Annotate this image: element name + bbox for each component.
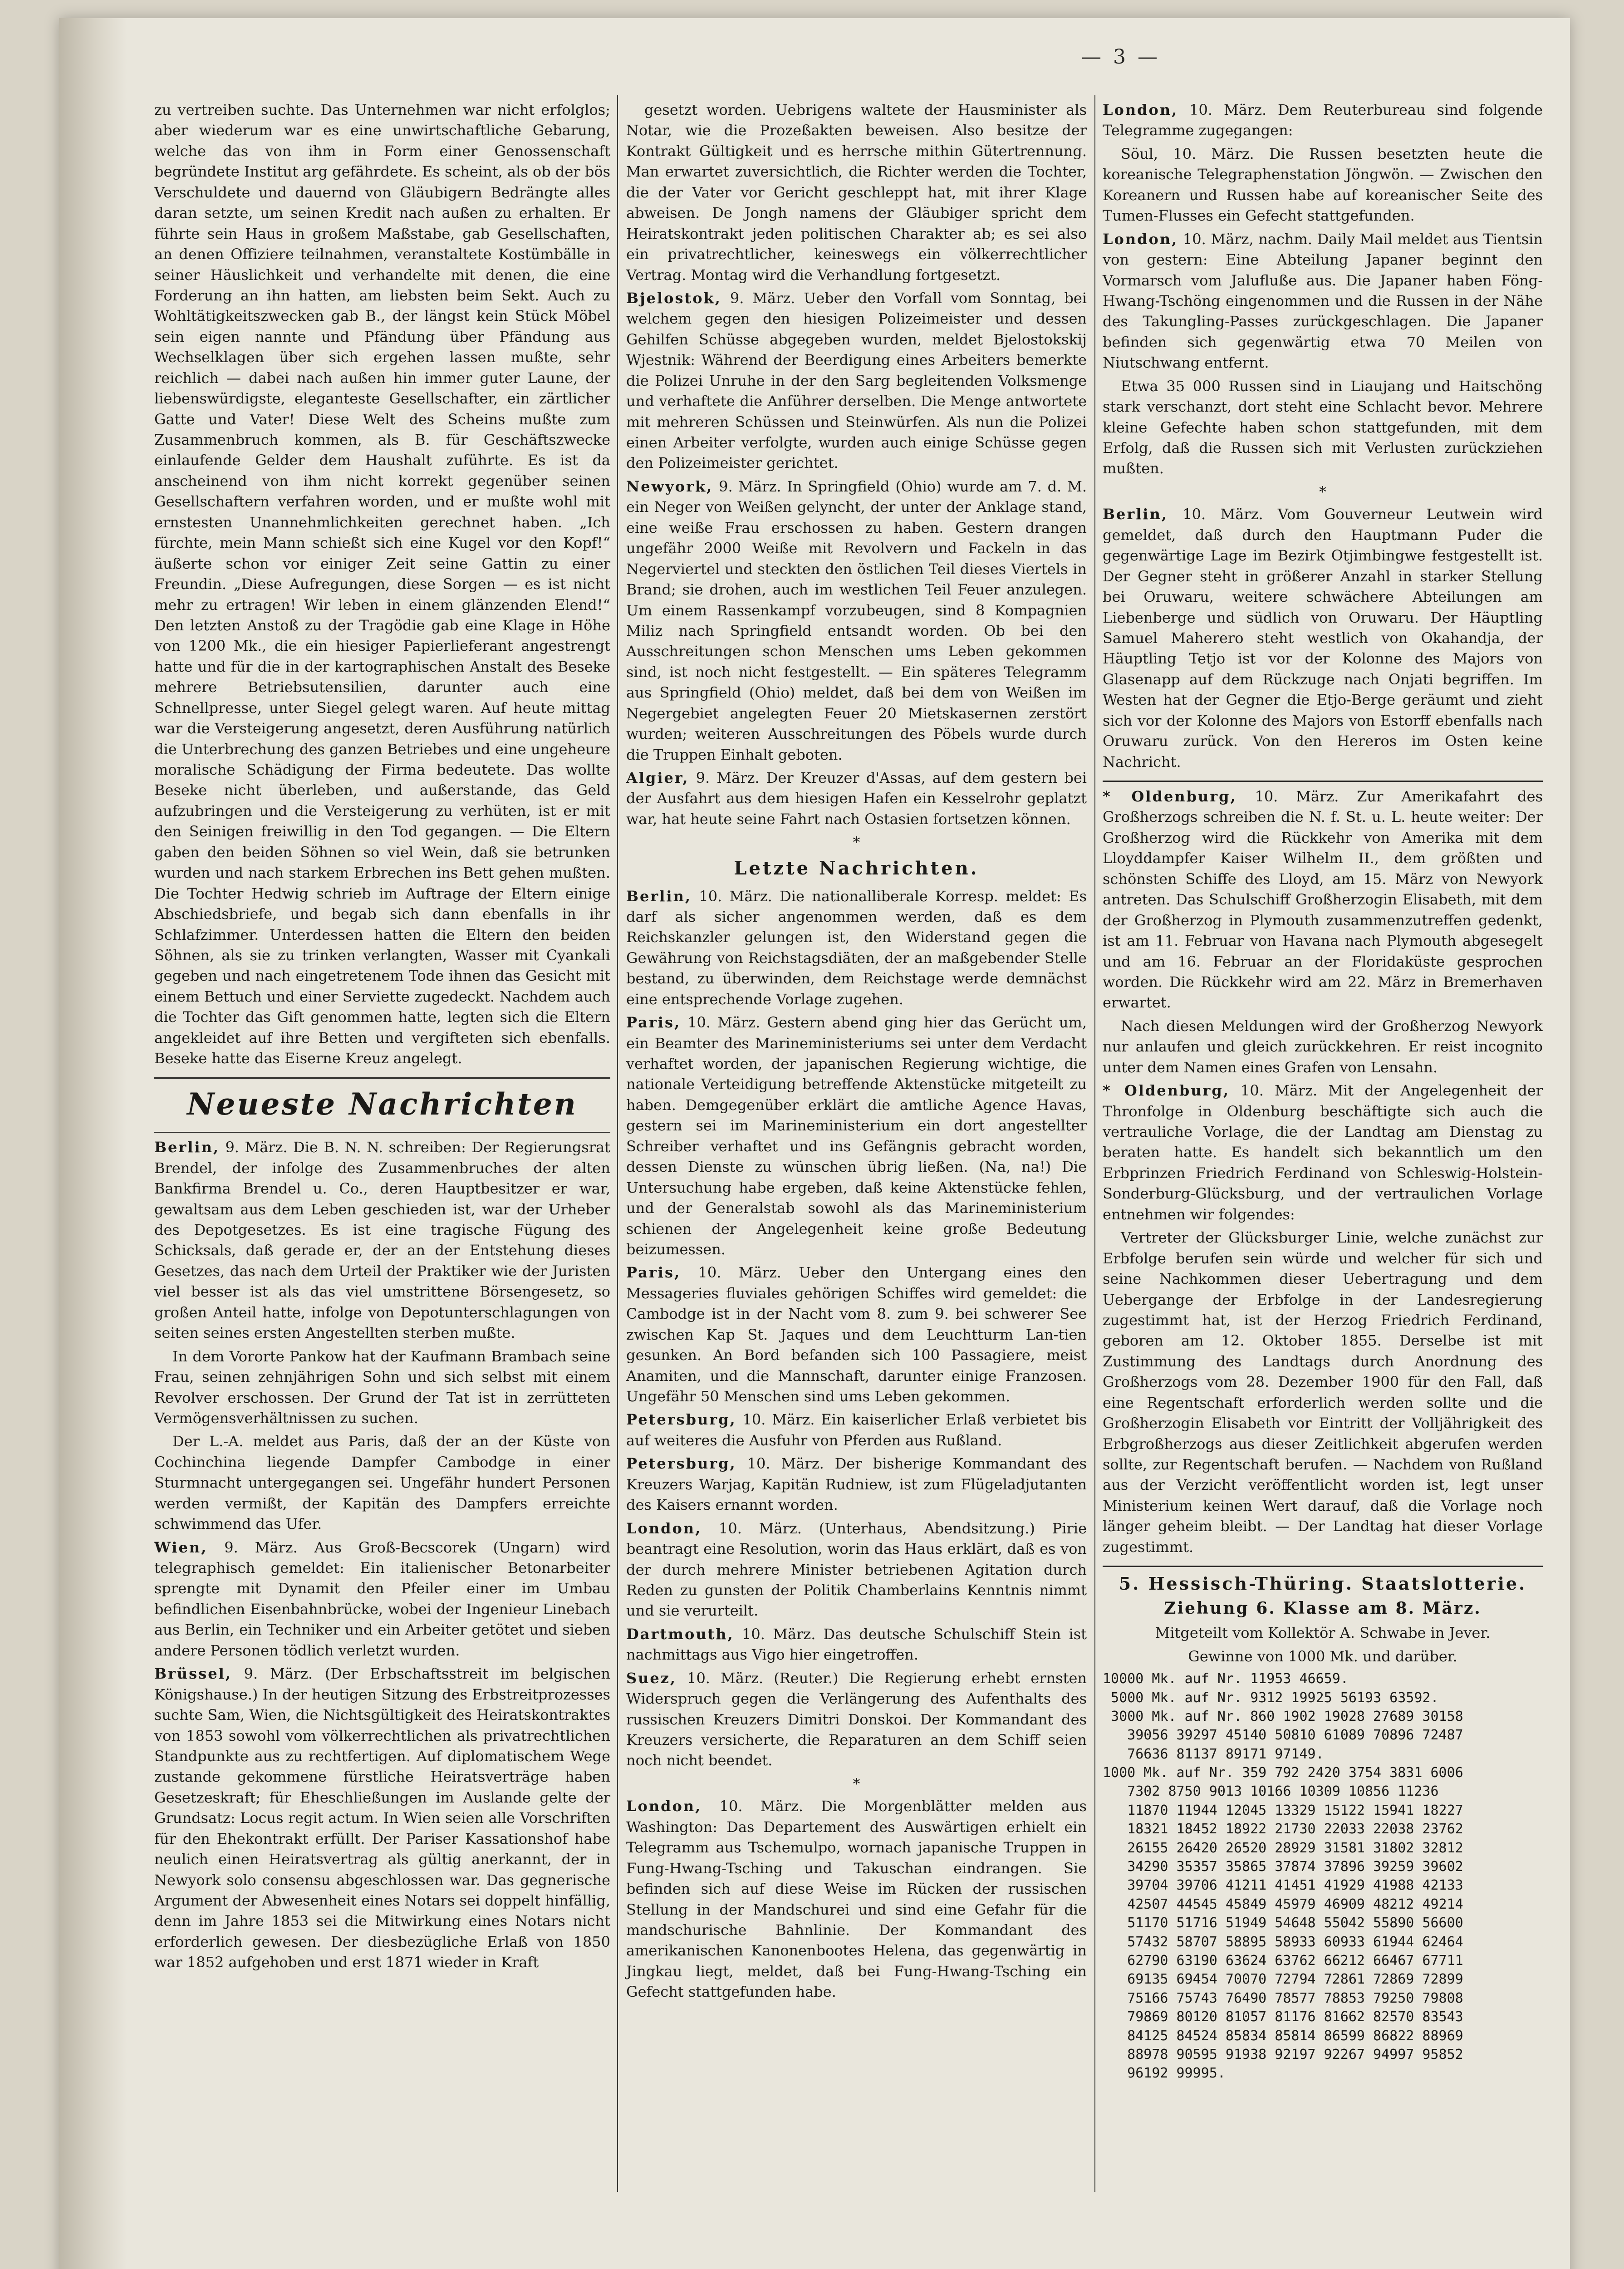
news-item [154, 1431, 610, 1534]
news-item [626, 1262, 1087, 1407]
news-text: 10. März, nachm. Daily Mail meldet aus Tientsin von gestern: Eine Abteilung Japaner beginnt den Vormarsch vom Jalufluße aus. Die Japaner haben Föng-Hwang-Tschöng eingenommen und die Russen in der Nähe des Takungling-Passes zurückgeschlagen. Die Japaner befinden sich gegenwärtig etwa 70 Meilen von Niutschwang entfernt. [1103, 230, 1543, 372]
news-text: 10. März. Die nationalliberale Korresp. meldet: Es darf als sicher angenommen werden, daß es dem Reichskanzler gelungen ist, den Widerstand gegen die Gewährung von Reichstagsdiäten, der an maßgebender Stelle bestand, zu überwinden, dem Reichstage werde demnächst eine entsprechende Vorlage zugehen. [626, 887, 1087, 1008]
news-item [626, 1454, 1087, 1515]
news-text: Vertreter der Glücksburger Linie, welche zunächst zur Erbfolge berufen sein würde und welcher für sich und seine Nachkommen dieser Uebertragung und dem Uebergange der Erbfolge in der Landesregierung zugestimmt hat, ist der Herzog Friedrich Ferdinand, geboren am 12. Oktober 1855. Derselbe ist mit Zustimmung des Landtags durch Anordnung des Großherzogs vom 28. Dezember 1900 für den Fall, daß eine Regentschaft erforderlich werden sollte und die Großherzogin Elisabeth vor Eintritt der Volljährigkeit des Erbgroßherzogs aus dieser Zeitlichkeit abgerufen werden sollte, zur Regentschaft berufen. — Nachdem von Rußland aus der Verzicht veröffentlicht worden ist, legt unser Ministerium keinen Wert darauf, daß die Vorlage noch länger geheim bleibt. — Der Landtag hat dieser Vorlage zugestimmt. [1103, 1229, 1543, 1556]
dateline: Petersburg, [626, 1455, 736, 1473]
dateline: Berlin, [1103, 506, 1168, 523]
news-item [1103, 376, 1543, 479]
dateline: Brüssel, [154, 1665, 232, 1683]
news-text: Nach diesen Meldungen wird der Großherzog Newyork nur anlaufen und gleich zurückkehren. Er reist incognito unter dem Namen eines Grafen von Lensahn. [1103, 1017, 1543, 1076]
dateline: Berlin, [154, 1139, 220, 1156]
dateline: Paris, [626, 1264, 681, 1282]
dateline: Bjelostok, [626, 289, 721, 307]
separator-star: * [1319, 483, 1326, 501]
newspaper-page [59, 18, 1570, 2269]
news-item [1103, 786, 1543, 1013]
section-rule [1103, 1566, 1543, 1567]
dateline: London, [626, 1798, 702, 1815]
news-item [1103, 504, 1543, 772]
dateline: Newyork, [626, 477, 713, 495]
news-text: Etwa 35 000 Russen sind in Liaujang und Haitschöng stark verschanzt, dort steht eine Schlacht bevor. Mehrere kleine Gefechte haben schon stattgefunden, mit dem Erfolg, daß die Russen sich mit Verlusten zurückziehen mußten. [1103, 377, 1543, 477]
news-text: 10. März. Die Morgenblätter melden aus Washington: Das Departement des Auswärtigen erhielt ein Telegramm aus Tschemulpo, wornach japanische Truppen in Fung-Hwang-Tsching und Takuschan eindrangen. Sie befinden sich auf diese Weise im Rücken der russischen Stellung in der Mandschurei und sind eine Gefahr für die mandschurische Bahnlinie. Der Kommandant des amerikanischen Kanonenbootes Helena, das gegenwärtig in Jingkau liegt, meldet, daß bei Fung-Hwang-Tsching ein Gefecht stattgefunden habe. [626, 1798, 1087, 2001]
column-2 [626, 100, 1087, 2005]
news-text: In dem Vororte Pankow hat der Kaufmann Brambach seine Frau, seinen zehnjährigen Sohn und sich selbst mit einem Revolver erschossen. Der Grund der Tat ist in zerrütteten Vermögensverhältnissen zu suchen. [154, 1347, 610, 1427]
dateline: London, [1103, 101, 1178, 118]
news-item [154, 1346, 610, 1429]
news-text: 10. März. Ein kaiserlicher Erlaß verbietet bis auf weiteres die Ausfuhr von Pferden aus Rußland. [626, 1411, 1087, 1449]
news-item [154, 1664, 610, 1973]
news-text: 10. März. Das deutsche Schulschiff Stein ist nachmittags aus Vigo hier eingetroffen. [626, 1625, 1087, 1664]
news-item [626, 1668, 1087, 1771]
news-item [626, 1518, 1087, 1621]
news-text: 9. März. (Der Erbschaftsstreit im belgischen Königshause.) In der heutigen Sitzung des Erbstreitprozesses suchte Sam, Wien, die Nichtsgültigkeit des Heiratskontraktes von 1853 sowohl vom völkerrechtlichen als privatrechtlichen Standpunkte aus zu rechtfertigen. Auf diplomatischem Wege zustande gekommene fürstliche Heiratsverträge haben Gesetzeskraft; für Eheschließungen im Auslande gelte der Grundsatz: Locus regit actum. In Wien seien alle Vorschriften für den Ehekontrakt erfüllt. Der Pariser Kassationshof habe neulich einen Heiratsvertrag als gültig anerkannt, der in Newyork solo consensu abgeschlossen war. Das gegnerische Argument der Abwesenheit eines Notars sei doppelt hinfällig, denn im Jahre 1853 sei die Mitwirkung eines Notars nicht erforderlich gewesen. Der diesbezügliche Erlaß von 1850 war 1852 aufgehoben und erst 1871 wieder in Kraft [154, 1665, 610, 1971]
news-item [626, 1624, 1087, 1665]
column-rule [617, 95, 618, 2192]
news-item [626, 1012, 1087, 1260]
news-text: Der L.-A. meldet aus Paris, daß der an der Küste von Cochinchina liegende Dampfer Cambodge in einer Sturmnacht untergegangen sei. Ungefähr hundert Personen werden vermißt, der Kapitän des Dampfers erreichte schwimmend das Ufer. [154, 1433, 610, 1533]
news-item [626, 1410, 1087, 1451]
news-text: 10. März. Dem Reuterbureau sind folgende Telegramme zugegangen: [1103, 101, 1543, 139]
section-title: Neueste Nachrichten [187, 1086, 578, 1122]
section-rule [154, 1132, 610, 1133]
news-text: 9. März. Ueber den Vorfall vom Sonntag, bei welchem gegen den hiesigen Polizeimeister und dessen Gehilfen Schüsse abgegeben wurden, meldet Bjelostokskij Wjestnik: Während der Beerdigung eines Arbeiters bemerkte die Polizei Unruhe in der den Sarg begleitenden Volksmenge und verhaftete die Anführer derselben. Die Menge antwortete mit mehreren Schüssen und Steinwürfen. Als nun die Polizei einen Arbeiter verfolgte, wurden auch einige Schüsse gegen den Polizeimeister gerichtet. [626, 289, 1087, 472]
page-number: — 3 — [1081, 45, 1160, 69]
news-item [1103, 1080, 1543, 1225]
news-text: 10. März. (Unterhaus, Abendsitzung.) Pirie beantragt eine Resolution, worin das Haus erklärt, daß es von der durch mehrere Minister betriebenen Agitation durch Reden zu gunsten der Politik Chamberlains Kenntnis nimmt und sie verurteilt. [626, 1519, 1087, 1620]
section-rule [154, 1077, 610, 1079]
dateline: Paris, [626, 1014, 681, 1031]
lottery-numbers: 10000 Mk. auf Nr. 11953 46659. 5000 Mk. auf Nr. 9312 19925 56193 63592. 3000 Mk. auf Nr. 860 1902 19028 27689 30158 39056 39297 45140 50810 61089 70896 72487 76636 81137 89171 97149. 1000 Mk. auf Nr. 359 792 2420 3754 3831 6006 7302 8750 9013 10166 10309 10856 11236 11870 11944 12045 13329 15122 15941 18227 18321 18452 18922 21730 22033 22038 23762 26155 26420 26520 28929 31581 31802 32812 34290 35357 35865 37874 37896 39259 39602 39704 39706 41211 41451 41929 41988 42133 42507 44545 45849 45979 46909 48212 49214 51170 51716 51949 54648 55042 55890 56600 57432 58707 58895 58933 60933 61944 62464 62790 63190 63624 63762 66212 66467 67711 69135 69454 70070 72794 72861 72869 72899 75166 75743 76490 78577 78853 79250 79808 79869 80120 81057 81176 81662 82570 83543 84125 84524 85834 85814 86599 86822 88969 88978 90595 91938 92197 92267 94997 95852 96192 99995. [1103, 1671, 1463, 2082]
dateline: Petersburg, [626, 1411, 736, 1429]
news-item [626, 768, 1087, 830]
column-rule [1094, 95, 1095, 2192]
dateline: * Oldenburg, [1103, 788, 1237, 805]
news-item [626, 476, 1087, 765]
news-item [154, 1137, 610, 1343]
separator-star: * [853, 1775, 860, 1793]
news-item [626, 1796, 1087, 2002]
lottery-note: Gewinne von 1000 Mk. und darüber. [1188, 1647, 1457, 1665]
news-item [1103, 144, 1543, 226]
dateline: London, [1103, 230, 1178, 248]
news-text: 10. März. (Reuter.) Die Regierung erhebt ernsten Widerspruch gegen die Verlängerung des Aufenthalts des russischen Kreuzers Dimitri Donskoi. Der Kommandant des Kreuzers versicherte, die Reparaturen an dem Schiff seien noch nicht beendet. [626, 1669, 1087, 1769]
dateline: * Oldenburg, [1103, 1082, 1230, 1100]
dateline: Algier, [626, 769, 689, 786]
news-text: 10. März. Vom Gouverneur Leutwein wird gemeldet, daß durch den Hauptmann Puder die gegenwärtige Lage im Bezirk Otjimbingwe festgestellt ist. Der Gegner steht in größerer Anzahl in starker Stellung bei Oruwaru, weitere schwächere Abteilungen am Liebenberge und südlich von Oruwaru. Der Häuptling Samuel Maherero steht westlich von Okahandja, der Häuptling Tetjo ist vor der Kolonne des Majors von Glasenapp auf dem Rückzuge nach Onjati begriffen. Im Westen hat der Gegner die Etjo-Berge geräumt und zieht sich vor der Kolonne des Majors von Estorff ebenfalls nach Oruwaru zurück. Von den Hereros im Osten keine Nachricht. [1103, 506, 1543, 771]
separator-star: * [853, 834, 860, 851]
news-text: 10. März. Mit der Angelegenheit der Thronfolge in Oldenburg beschäftigte sich auch die vertrauliche Vorlage, die der Landtag am Dienstag zu beraten hatte. Es handelt sich bekanntlich um den Erbprinzen Friedrich Ferdinand von Schleswig-Holstein-Sonderburg-Glücksburg, und der vertraulichen Vorlage entnehmen wir folgendes: [1103, 1082, 1543, 1223]
lottery-note: Mitgeteilt vom Kollektör A. Schwabe in Jever. [1155, 1624, 1491, 1642]
news-text: 10. März. Gestern abend ging hier das Gerücht um, ein Beamter des Marineministeriums sei unter dem Verdacht verhaftet worden, der japanischen Regierung wichtige, die nationale Verteidigung betreffende Aktenstücke mitgeteilt zu haben. Demgegenüber erklärt die amtliche Agence Havas, gestern sei im Marineministerium ein dort angestellter Schreiber verhaftet und ins Gefängnis gebracht worden, dessen Dienste zu wünschen übrig ließen. (Na, na!) Die Untersuchung habe ergeben, daß keine Aktenstücke fehlen, und der Generalstab sowohl als das Marineministerium schienen der Angelegenheit keine große Bedeutung beizumessen. [626, 1014, 1087, 1258]
column-1 [154, 100, 610, 1976]
dateline: Berlin, [626, 887, 692, 905]
news-item [626, 886, 1087, 1010]
news-item [154, 1537, 610, 1661]
page-binding-shadow [59, 18, 127, 2269]
subsection-title: Letzte Nachrichten. [734, 857, 979, 879]
article-text: zu vertreiben suchte. Das Unternehmen war nicht erfolglos; aber wiederum war es eine unwirtschaftliche Gebarung, welche das von ihm in Form einer Genossenschaft begründete Institut arg gefährdete. Es scheint, als ob der bös Verschuldete und dauernd von Gläubigern Bedrängte alles daran setzte, um seinen Kredit nach außen zu erhalten. Er führte sein Haus in großem Maßstabe, gab Gesellschaften, an denen Offiziere teilnahmen, veranstaltete Kostümbälle in seiner Häuslichkeit und verhandelte mit denen, die eine Forderung an ihn hatten, am liebsten beim Sekt. Auch zu Wohltätigkeitszwecken gab B., der längst kein Stück Möbel sein eigen nannte und Pfändung über Pfändung aus Wechselklagen über sich ergehen lassen mußte, sehr reichlich — dabei nach außen hin immer guter Laune, der liebenswürdigste, eleganteste Gesellschafter, ein zärtlicher Gatte und Vater! Diese Welt des Scheins mußte zum Zusammenbruch kommen, als B. für Geschäftszwecke einlaufende Gelder dem Haushalt zuführte. Es ist da anscheinend von ihm nicht korrekt gegenüber seinen Gesellschaftern verfahren worden, und er mußte wohl mit ernstesten Unannehmlichkeiten gerechnet haben. „Ich fürchte, mein Mann schießt sich eine Kugel vor den Kopf!“ äußerte schon vor einiger Zeit seine Gattin zu einer Freundin. „Diese Aufregungen, diese Sorgen — es ist nicht mehr zu ertragen! Wir leben in einem glänzenden Elend!“ Den letzten Anstoß zu der Tragödie gab eine Klage in Höhe von 1200 Mk., die ein hiesiger Papierlieferant angestrengt hatte und für die in der kartographischen Anstalt des Beseke mehrere Betriebsutensilien, darunter auch eine Schnellpresse, unter Siegel gelegt waren. Auf heute mittag war die Versteigerung angesetzt, deren Ausführung natürlich die Unterbrechung des ganzen Betriebes und eine ungeheure moralische Schädigung der Firma bedeutete. Das wollte Beseke nicht überleben, und außerstande, das Geld aufzubringen und die Versteigerung zu verhüten, ist er mit den Seinigen freiwillig in den Tod gegangen. — Die Eltern gaben den beiden Söhnen so viel Wein, daß sie betrunken wurden und nach starkem Erbrechen ins Bett gehen mußten. Die Tochter Hedwig schrieb im Auftrage der Eltern einige Abschiedsbriefe, und begab sich dann ebenfalls in ihr Schlafzimmer. Unterdessen hatten die Eltern den beiden Söhnen, als sie zu trinken verlangten, Wasser mit Cyankali gegeben und nach eingetretenem Tode ihnen das Gesicht mit einem Bettuch und einer Serviette zugedeckt. Nachdem auch die Tochter das Gift genommen hatte, legten sich die Eltern angekleidet auf ihre Betten und vergifteten sich ebenfalls. Beseke hatte das Eiserne Kreuz angelegt. [154, 101, 610, 1067]
news-text: 9. März. In Springfield (Ohio) wurde am 7. d. M. ein Neger von Weißen gelyncht, der unter der Anklage stand, eine weiße Frau erschossen zu haben. Gestern drangen ungefähr 2000 Weiße mit Revolvern und Fackeln in das Negerviertel und steckten den östlichen Teil dieses Viertels in Brand; sie drohen, auch im westlichen Teil Feuer anzulegen. Um einem Rassenkampf vorzubeugen, sind 8 Kompagnien Miliz nach Springfield entsandt worden. Ob bei den Ausschreitungen schon Menschen ums Leben gekommen sind, ist noch nicht festgestellt. — Ein späteres Telegramm aus Springfield (Ohio) meldet, daß bei dem von Weißen im Negergebiet angelegten Feuer 20 Mietskasernen zerstört wurden; weiteren Ausschreitungen des Pöbels wurde durch die Truppen Einhalt geboten. [626, 477, 1087, 763]
news-item [1103, 100, 1543, 141]
lottery-title: 5. Hessisch-Thüring. Staatslotterie. [1119, 1573, 1527, 1594]
section-rule [1103, 781, 1543, 782]
news-text: 10. März. Zur Amerikafahrt des Großherzogs schreiben die N. f. St. u. L. heute weiter: Der Großherzog wird die Rückkehr von Amerika mit dem Lloyddampfer Kaiser Wilhelm II., dem größten und schönsten Schiffe des Lloyd, am 15. März von Newyork antreten. Das Schulschiff Großherzogin Elisabeth, mit dem der Großherzog in Plymouth zusammenzutreffen gedenkt, ist am 11. Februar von Havana nach Plymouth abgesegelt und am 16. Februar an der Floridaküste gesprochen worden. Die Rückkehr wird am 22. März in Bremerhaven erwartet. [1103, 788, 1543, 1012]
dateline: London, [626, 1519, 702, 1537]
news-text: 9. März. Aus Groß-Becscorek (Ungarn) wird telegraphisch gemeldet: Ein italienischer Betonarbeiter sprengte mit Dynamit den Pfeiler einer im Umbau befindlichen Eisenbahnbrücke, wobei der Ingenieur Linebach aus Berlin, ein Techniker und ein Arbeiter getötet und sieben andere Personen tödlich verletzt wurden. [154, 1538, 610, 1659]
news-text: 10. März. Ueber den Untergang eines den Messageries fluviales gehörigen Schiffes wird gemeldet: die Cambodge ist in der Nacht vom 8. zum 9. bei schwerer See zwischen Kap St. Jaques und dem Leuchtturm Lan-tien gesunken. An Bord befanden sich 100 Passagiere, meist Anamiten, und die Mannschaft, darunter einige Franzosen. Ungefähr 50 Menschen sind ums Leben gekommen. [626, 1264, 1087, 1405]
news-item [1103, 1228, 1543, 1557]
news-item [626, 288, 1087, 474]
dateline: Dartmouth, [626, 1625, 734, 1643]
news-text: gesetzt worden. Uebrigens waltete der Hausminister als Notar, wie die Prozeßakten beweisen. Also besitze der Kontrakt Gültigkeit und es herrsche mithin Gütertrennung. Man erwartet zuversichtlich, die Richter werden die Tochter, die der Vater vor Gericht geschleppt hat, mit ihrer Klage abweisen. De Jongh namens der Gläubiger spricht dem Heiratskontrakt jeden politischen Charakter ab; es sei also ein privatrechtlicher, keineswegs ein völkerrechtlicher Vertrag. Montag wird die Verhandlung fortgesetzt. [626, 101, 1087, 284]
news-item [1103, 229, 1543, 373]
column-3 [1103, 100, 1543, 2083]
news-text: Söul, 10. März. Die Russen besetzten heute die koreanische Telegraphenstation Jöngwön. — Zwischen den Koreanern und Russen habe auf koreanischer Seite des Tumen-Flusses ein Gefecht stattgefunden. [1103, 145, 1543, 225]
news-text: 9. März. Die B. N. N. schreiben: Der Regierungsrat Brendel, der infolge des Zusammenbruches der alten Bankfirma Brendel u. Co., deren Hauptbesitzer er war, gewaltsam aus dem Leben geschieden ist, war der Urheber des Depotgesetzes. Es ist eine tragische Fügung des Schicksals, daß gerade er, der an der Entstehung dieses Gesetzes, das nach dem Urteil der Praktiker wie der Juristen viel besser ist als das viel umstrittene Börsengesetz, so großen Anteil hatte, infolge von Depotunterschlagungen von seiten seines ersten Angestellten sterben mußte. [154, 1139, 610, 1342]
dateline: Suez, [626, 1669, 677, 1687]
lottery-subtitle: Ziehung 6. Klasse am 8. März. [1164, 1599, 1482, 1618]
news-item [1103, 1016, 1543, 1078]
dateline: Wien, [154, 1538, 208, 1556]
news-item [626, 100, 1087, 285]
news-text: 10. März. Der bisherige Kommandant des Kreuzers Warjag, Kapitän Rudniew, ist zum Flügeladjutanten des Kaisers ernannt worden. [626, 1455, 1087, 1514]
news-text: 9. März. Der Kreuzer d'Assas, auf dem gestern bei der Ausfahrt aus dem hiesigen Hafen ein Kesselrohr geplatzt war, hat heute seine Fahrt nach Ostasien fortsetzen können. [626, 769, 1087, 828]
